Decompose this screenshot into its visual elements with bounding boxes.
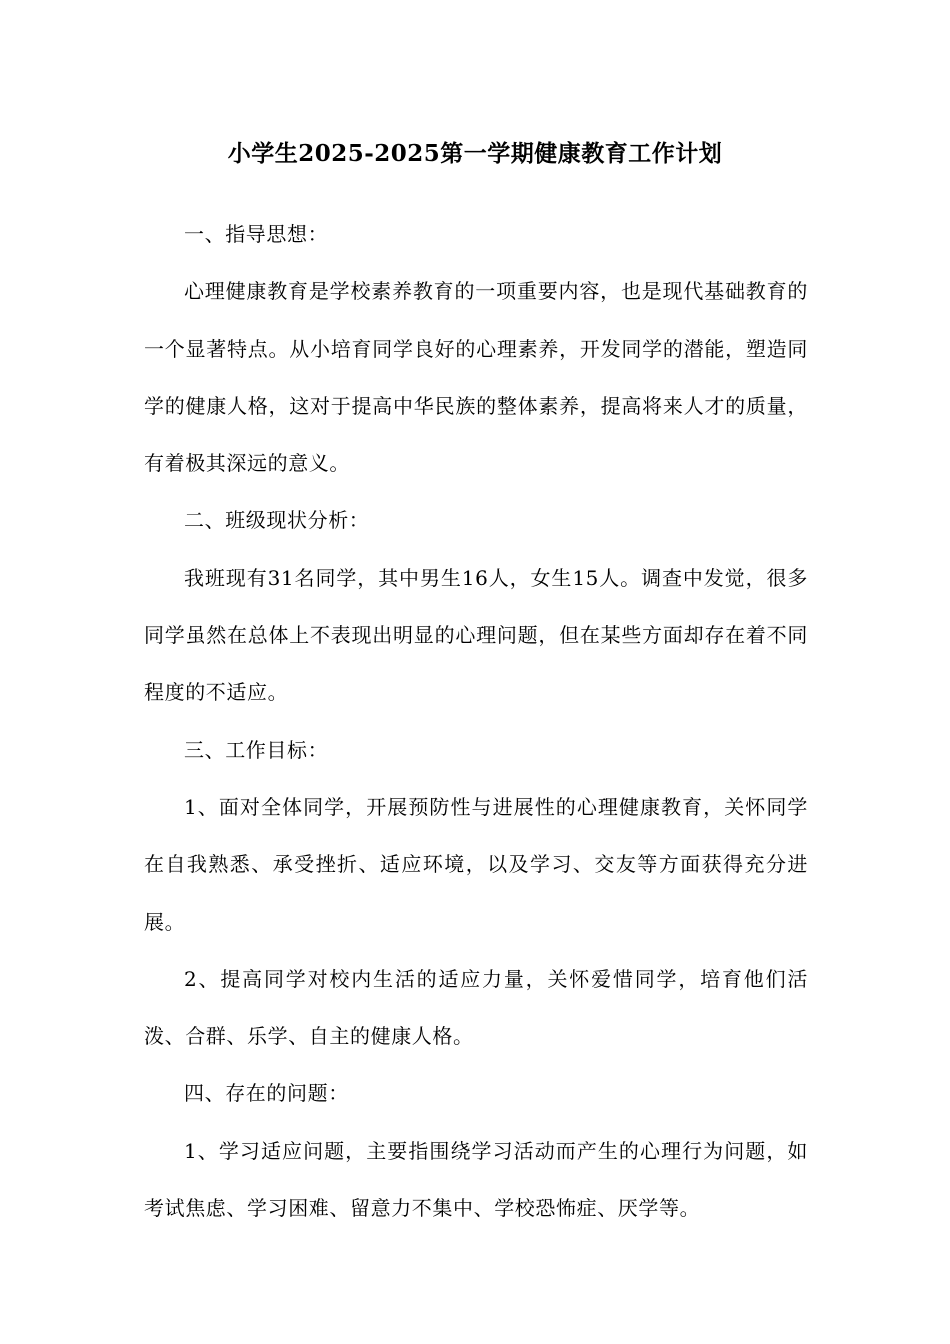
heading-class-analysis: 二、班级现状分析： — [184, 508, 370, 533]
paragraph-class-analysis: 我班现有31名同学，其中男生16人，女生15人。调查中发觉，很多同学虽然在总体上不表现出明显的心理问题，但在某些方面却存在着不同程度的不适应。 — [144, 565, 808, 705]
heading-guiding-ideology: 一、指导思想： — [184, 222, 329, 246]
paragraph-goal-1: 1、面对全体同学，开展预防性与进展性的心理健康教育，关怀同学在自我熟悉、承受挫折、适应环境，以及学习、交友等方面获得充分进展。 — [144, 794, 808, 934]
heading-work-goals: 三、工作目标： — [184, 737, 329, 762]
heading-existing-problems: 四、存在的问题： — [184, 1081, 349, 1106]
document-body — [144, 206, 808, 1237]
document-title: 小学生2025-2025第一学期健康教育工作计划 — [227, 140, 723, 167]
paragraph-goal-2: 2、提高同学对校内生活的适应力量，关怀爱惜同学，培育他们活泼、合群、乐学、自主的健康人格。 — [144, 966, 808, 1049]
paragraph-problem-1: 1、学习适应问题，主要指围绕学习活动而产生的心理行为问题，如考试焦虑、学习困难、留意力不集中、学校恐怖症、厌学等。 — [144, 1138, 808, 1221]
paragraph-guiding-ideology: 心理健康教育是学校素养教育的一项重要内容，也是现代基础教育的一个显著特点。从小培育同学良好的心理素养，开发同学的潜能，塑造同学的健康人格，这对于提高中华民族的整体素养，提高将来人才的质量，有着极其深远的意义。 — [144, 279, 808, 476]
